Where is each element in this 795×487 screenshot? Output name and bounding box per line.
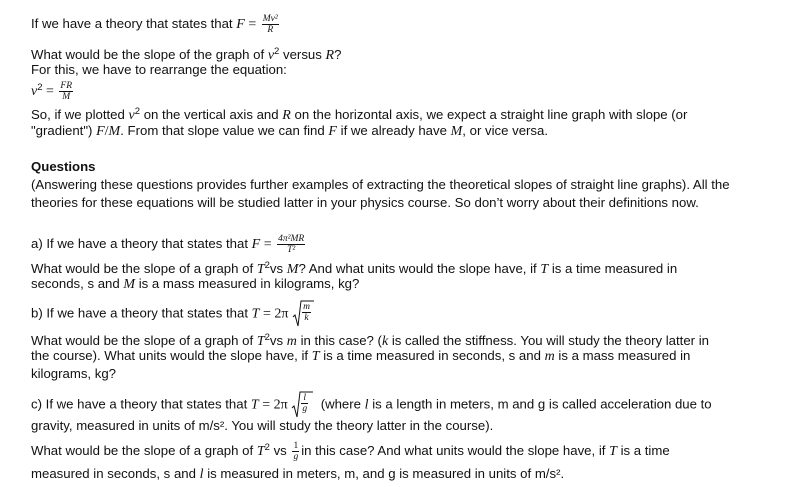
equation-v2: $v^2$ = $\frac{FR}{M}$	[31, 81, 73, 103]
question-c-line-4: measured in seconds, s and l is measured in meters, m, and g is measured in units of m/s².	[31, 466, 565, 482]
intro-line-3: For this, we have to rearrange the equation:	[31, 62, 287, 77]
question-b-line-3: the course). What units would the slope have, if T is a time measured in seconds, s and m is a mass measured in	[31, 348, 691, 364]
questions-note-1: (Answering these questions provides further examples of extracting the theoretical slopes of straight line graphs). All the	[31, 177, 730, 192]
question-a-line-3: seconds, s and M is a mass measured in kilograms, kg?	[31, 276, 360, 292]
sqrt-m-over-k: $\frac{m}{k}$	[292, 300, 314, 328]
question-a-line-1: a) If we have a theory that states that F = $\frac{\text{4π²MR}}{\text{T²}}$	[31, 234, 305, 255]
question-c-line-1: c) If we have a theory that states that T = 2π $\frac{l}{g}$ (where l is a length in meters, m and g is called acceleration due to	[31, 391, 712, 419]
intro-line-6: "gradient") F/M. From that slope value we can find F if we already have M, or vice versa.	[31, 123, 549, 139]
question-b-line-1: b) If we have a theory that states that T = 2π $\frac{m}{k}$	[31, 300, 314, 328]
question-a-line-2: What would be the slope of a graph of $T^2vs$ M? And what units would the slope have, if T is a time measured in	[31, 260, 678, 277]
question-c-line-2: gravity, measured in units of m/s². You will study the theory latter in the course).	[31, 418, 494, 433]
intro-line-1: If we have a theory that states that F = $\frac{\text{Mv²}}{R}$	[31, 14, 278, 35]
intro-line-5: So, if we plotted $v^2$ on the vertical axis and R on the horizontal axis, we expect a straight line graph with slope (or	[31, 106, 688, 123]
question-b-line-4: kilograms, kg?	[31, 366, 117, 381]
question-c-line-3: What would be the slope of a graph of $T^2$ vs $\frac{1}{g}$ in this case? And what units would the slope have, if T is a time	[31, 441, 670, 463]
sqrt-l-over-g: $\frac{l}{g}$	[291, 391, 313, 419]
fraction-mv2-over-r: $\frac{\text{Mv²}}{R}$	[262, 14, 278, 35]
questions-heading: Questions	[31, 159, 96, 174]
questions-note-2: theories for these equations will be studied latter in your physics course. So don’t worry about their definitions now.	[31, 195, 699, 210]
intro-line-2: What would be the slope of the graph of $v^2$ versus R?	[31, 46, 342, 63]
intro-text: If we have a theory that states that	[31, 15, 233, 31]
question-b-line-2: What would be the slope of a graph of $T^2vs$ m in this case? (k is called the stiffness. You will study the theory latter in	[31, 332, 709, 349]
